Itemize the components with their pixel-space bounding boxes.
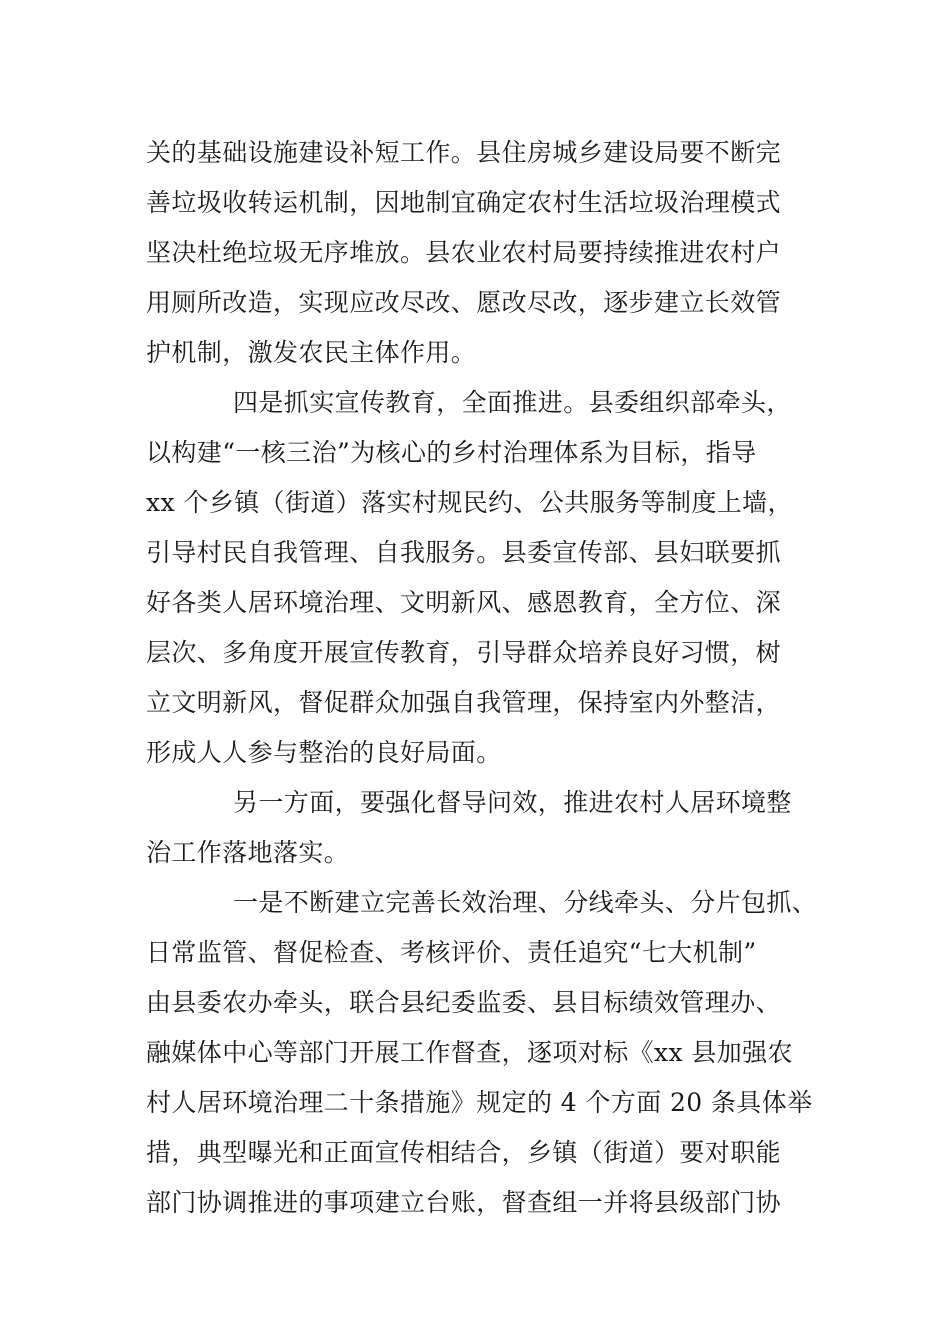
text-line-20: 村人居环境治理二十条措施》规定的 4 个方面 20 条具体举 bbox=[146, 1088, 813, 1117]
text-line-9: 引导村民自我管理、自我服务。县委宣传部、县妇联要抓 bbox=[146, 538, 782, 567]
text-line-12: 立文明新风，督促群众加强自我管理，保持室内外整洁， bbox=[146, 688, 782, 717]
paragraph-start-1: 一是不断建立完善长效治理、分线牵头、分片包抓、 bbox=[233, 888, 818, 917]
text-line-1: 关的基础设施建设补短工作。县住房城乡建设局要不断完 bbox=[146, 138, 782, 167]
text-line-18: 由县委农办牵头，联合县纪委监委、县目标绩效管理办、 bbox=[146, 988, 782, 1017]
text-line-17: 日常监管、督促检查、考核评价、责任追究“七大机制” bbox=[146, 938, 757, 967]
text-line-13: 形成人人参与整治的良好局面。 bbox=[146, 738, 502, 767]
text-line-2: 善垃圾收转运机制，因地制宜确定农村生活垃圾治理模式 bbox=[146, 188, 782, 217]
paragraph-start-other: 另一方面，要强化督导问效，推进农村人居环境整 bbox=[233, 788, 792, 817]
text-line-21: 措，典型曝光和正面宣传相结合，乡镇（街道）要对职能 bbox=[146, 1138, 782, 1167]
text-line-15: 治工作落地落实。 bbox=[146, 838, 350, 867]
text-line-8: xx 个乡镇（街道）落实村规民约、公共服务等制度上墙， bbox=[146, 488, 793, 517]
text-line-5: 护机制，激发农民主体作用。 bbox=[146, 338, 477, 367]
text-line-11: 层次、多角度开展宣传教育，引导群众培养良好习惯，树 bbox=[146, 638, 782, 667]
text-line-10: 好各类人居环境治理、文明新风、感恩教育，全方位、深 bbox=[146, 588, 782, 617]
text-line-7: 以构建“一核三治”为核心的乡村治理体系为目标，指导 bbox=[146, 438, 757, 467]
text-line-22: 部门协调推进的事项建立台账，督查组一并将县级部门协 bbox=[146, 1188, 782, 1217]
text-line-3: 坚决杜绝垃圾无序堆放。县农业农村局要持续推进农村户 bbox=[146, 238, 782, 267]
text-line-4: 用厕所改造，实现应改尽改、愿改尽改，逐步建立长效管 bbox=[146, 288, 782, 317]
text-line-19: 融媒体中心等部门开展工作督查，逐项对标《xx 县加强农 bbox=[146, 1038, 793, 1067]
paragraph-start-4: 四是抓实宣传教育，全面推进。县委组织部牵头， bbox=[233, 388, 792, 417]
